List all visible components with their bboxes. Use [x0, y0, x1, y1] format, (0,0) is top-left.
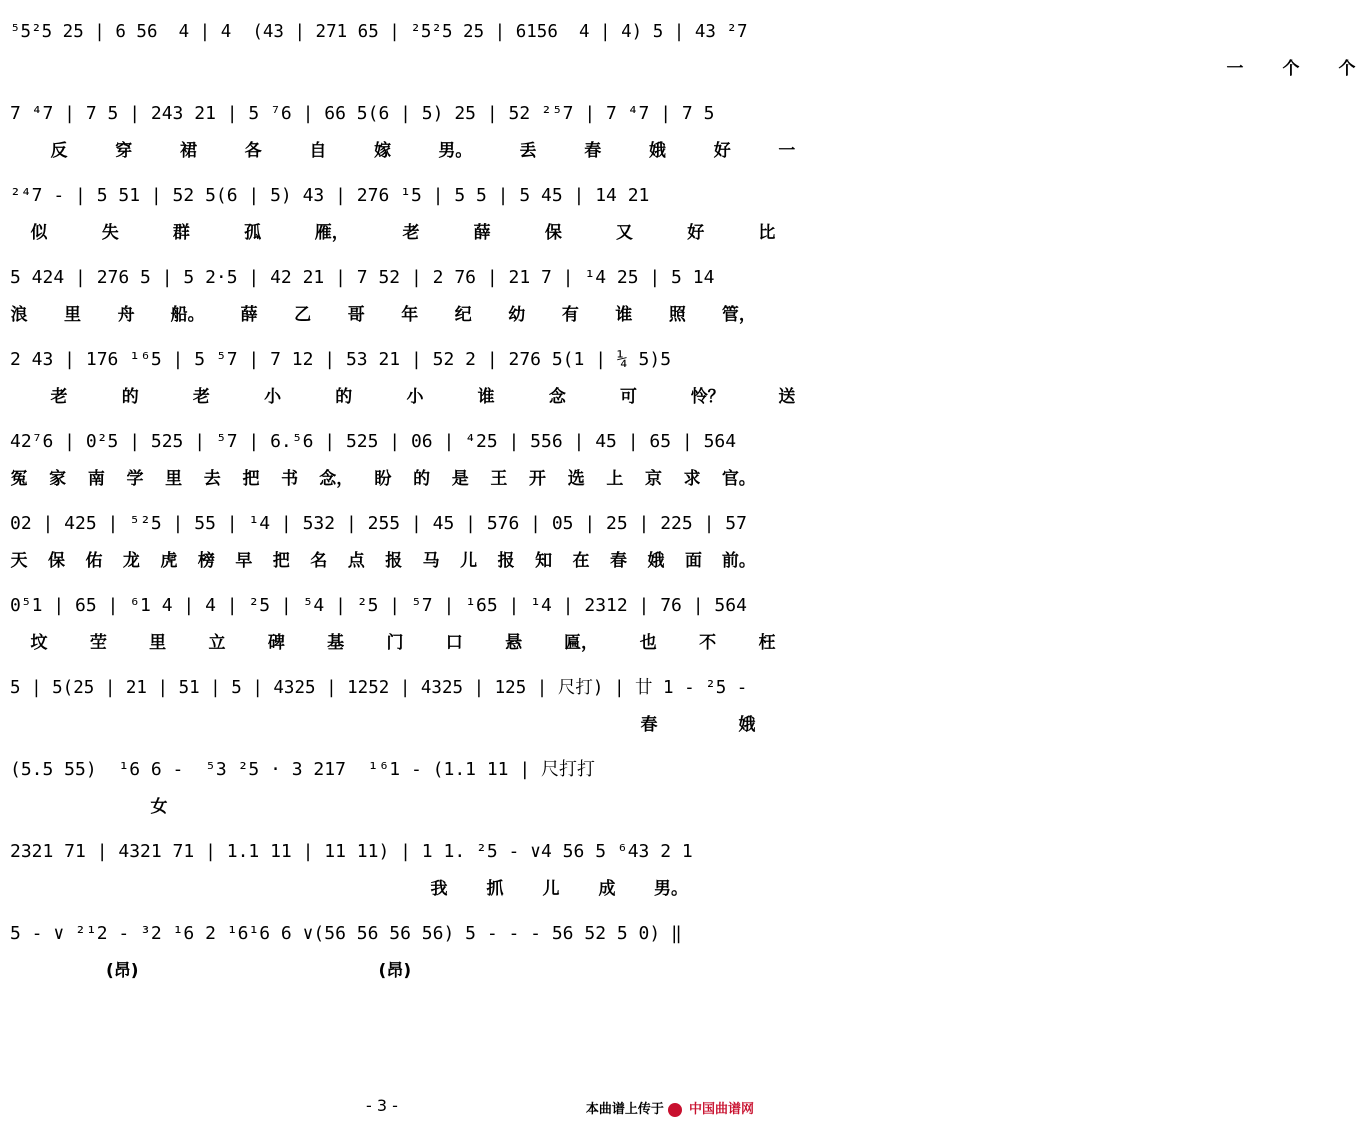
lyric-char: 马	[422, 550, 440, 571]
lyric-char: 保	[544, 222, 562, 243]
lyric-char: 薛	[473, 222, 491, 243]
lyric-char: 也	[639, 632, 657, 653]
notation-line: ²⁴7 - | 5 51 | 52 5(6 | 5) 43 | 276 ¹5 | 5 5 | 5 45 | 14 21	[10, 185, 650, 206]
lyric-char: 又	[616, 222, 633, 243]
lyric-char: 冤	[10, 468, 28, 489]
lyric-char: 知	[535, 550, 553, 571]
lyric-char: 一	[1226, 58, 1244, 79]
lyric-char: 盼	[374, 468, 392, 489]
lyric-line	[10, 544, 760, 572]
lyric-char: 照	[668, 304, 686, 325]
lyric-char: 春	[640, 714, 658, 735]
lyric-line	[10, 872, 1176, 900]
lyric-char: 把	[242, 468, 260, 489]
lyric-char: 前。	[721, 550, 756, 571]
notation-line: 42⁷6 | 0²5 | 525 | ⁵7 | 6.⁵6 | 525 | 06 | ⁴25 | 556 | 45 | 65 | 564	[10, 431, 737, 452]
lyric-char: 怜？	[690, 386, 725, 407]
lyric-line	[10, 790, 896, 818]
notation-line: 2 43 | 176 ¹⁶5 | 5 ⁵7 | 7 12 | 53 21 | 52 2 | 276 5(1 | ¼ 5)5	[10, 349, 672, 370]
notation-line: 0⁵1 | 65 | ⁶1 4 | 4 | ²5 | ⁵4 | ²5 | ⁵7 | ¹65 | ¹4 | 2312 | 76 | 564	[10, 595, 747, 616]
lyric-char: 送	[778, 386, 796, 407]
lyric-char: 船。	[170, 304, 205, 325]
lyric-line	[10, 462, 760, 490]
lyric-char: 王	[490, 468, 508, 489]
lyric-char: 点	[347, 550, 365, 571]
lyric-char: 反	[50, 140, 68, 161]
lyric-char: 舟	[117, 304, 135, 325]
lyric-char: (昂)	[378, 960, 412, 981]
lyric-char: 悬	[505, 632, 523, 653]
lyric-char: 似	[30, 222, 48, 243]
lyric-char: 念	[548, 386, 566, 407]
notation-line: 2321 71 | 4321 71 | 1.1 11 | 11 11) | 1 1. ²5 - ∨4 56 5 ⁶43 2 1	[10, 841, 693, 862]
lyric-char: 乙	[294, 304, 312, 325]
lyric-char: 去	[203, 468, 221, 489]
lyric-char: 一	[778, 140, 796, 161]
lyric-char: 念，	[319, 468, 354, 489]
lyric-char: 娥	[648, 140, 666, 161]
lyric-char: 年	[401, 304, 419, 325]
lyric-char: 好	[687, 222, 705, 243]
lyric-char: 嫁	[374, 140, 392, 161]
lyric-char: 管，	[721, 304, 756, 325]
lyric-char: 哥	[347, 304, 365, 325]
lyric-char: 书	[281, 468, 299, 489]
lyric-char: 女	[150, 796, 168, 817]
lyric-char: 有	[561, 304, 579, 325]
lyric-char: 里	[149, 632, 167, 653]
lyric-char: 天	[10, 550, 28, 571]
lyric-char: 个	[1282, 58, 1300, 79]
lyric-line	[10, 298, 762, 326]
lyric-char: 小	[406, 386, 424, 407]
lyric-line	[10, 216, 786, 244]
notation-line: (5.5 55) ¹6 6 - ⁵3 ²5 · 3 217 ¹⁶1 - (1.1 11 | 尺打打	[10, 759, 596, 780]
lyric-char: 娥	[738, 714, 756, 735]
lyric-char: 不	[699, 632, 717, 653]
lyric-line	[10, 134, 806, 162]
lyric-char: 把	[272, 550, 290, 571]
lyric-char: 立	[208, 632, 226, 653]
source-credit	[586, 1098, 754, 1117]
lyric-char: 薛	[240, 304, 258, 325]
lyric-line	[10, 626, 976, 654]
lyric-char: 个	[1338, 58, 1356, 79]
lyric-char: 榜	[197, 550, 215, 571]
lyric-char: 上	[606, 468, 624, 489]
notation-line: 5 - ∨ ²¹2 - ³2 ¹6 2 ¹6¹6 6 ∨(56 56 56 56) 5 - - - 56 52 5 0) ‖	[10, 923, 682, 944]
lyric-char: 开	[529, 468, 547, 489]
lyric-char: 穿	[115, 140, 133, 161]
page-number: - 3 -	[366, 1096, 398, 1115]
source-prefix: 本曲谱上传于	[585, 1102, 664, 1117]
lyric-char: 小	[264, 386, 282, 407]
lyric-char: 茔	[89, 632, 107, 653]
lyric-char: 家	[49, 468, 67, 489]
lyric-char: 春	[610, 550, 627, 571]
lyric-char: 求	[683, 468, 701, 489]
lyric-char: 基	[327, 632, 345, 653]
lyric-char: 虎	[160, 550, 178, 571]
lyric-char: 南	[87, 468, 105, 489]
lyric-char: 报	[497, 550, 515, 571]
lyric-char: 早	[235, 550, 253, 571]
notation-line: ⁵5²5 25 | 6 56 4 | 4 (43 | 271 65 | ²5²5 25 | 6156 4 | 4) 5 | 43 ²7	[10, 22, 748, 42]
lyric-char: 选	[567, 468, 585, 489]
lyric-char: 孤	[244, 222, 262, 243]
lyric-char: 学	[126, 468, 144, 489]
lyric-line	[10, 52, 1356, 80]
lyric-char: 面	[684, 550, 702, 571]
lyric-char: 儿	[542, 878, 560, 899]
lyric-char: 的	[413, 468, 431, 489]
lyric-char: 里	[64, 304, 82, 325]
notation-line: 5 | 5(25 | 21 | 51 | 5 | 4325 | 1252 | 4325 | 125 | 尺打) | 廿 1 - ²5 -	[10, 678, 748, 698]
lyric-char: 我	[430, 878, 448, 899]
lyric-line	[10, 380, 802, 408]
lyric-char: 老	[402, 222, 420, 243]
lyric-char: 碑	[267, 632, 285, 653]
lyric-char: 保	[47, 550, 65, 571]
lyric-char: 裙	[179, 140, 197, 161]
lyric-char: (昂)	[106, 960, 139, 981]
lyric-char: 各	[244, 140, 262, 161]
lyric-char: 男。	[438, 140, 473, 161]
site-logo-icon	[668, 1103, 682, 1117]
lyric-char: 抓	[486, 878, 504, 899]
lyric-char: 口	[445, 632, 463, 653]
source-site[interactable]: 中国曲谱网	[688, 1102, 754, 1117]
lyric-char: 男。	[654, 878, 688, 899]
lyric-char: 在	[572, 550, 590, 571]
notation-line: 02 | 425 | ⁵²5 | 55 | ¹4 | 532 | 255 | 45 | 576 | 05 | 25 | 225 | 57	[10, 513, 747, 534]
lyric-char: 门	[386, 632, 404, 653]
lyric-char: 儿	[460, 550, 478, 571]
lyric-line	[10, 954, 852, 982]
lyric-char: 的	[335, 386, 353, 407]
lyric-char: 谁	[477, 386, 495, 407]
lyric-char: 春	[584, 140, 602, 161]
lyric-char: 丢	[519, 140, 537, 161]
lyric-char: 娥	[647, 550, 665, 571]
lyric-char: 幼	[508, 304, 526, 325]
lyric-char: 京	[645, 468, 662, 489]
lyric-char: 官。	[721, 468, 756, 489]
lyric-char: 老	[192, 386, 210, 407]
lyric-char: 失	[101, 222, 119, 243]
lyric-char: 龙	[122, 550, 140, 571]
lyric-char: 群	[172, 222, 190, 243]
lyric-char: 自	[309, 140, 327, 161]
lyric-line	[10, 708, 780, 736]
lyric-char: 成	[598, 878, 616, 899]
notation-line: 7 ⁴7 | 7 5 | 243 21 | 5 ⁷6 | 66 5(6 | 5) 25 | 52 ²⁵7 | 7 ⁴7 | 7 5	[10, 103, 715, 124]
lyric-char: 枉	[758, 632, 776, 653]
lyric-char: 匾，	[563, 632, 598, 653]
lyric-char: 可	[620, 386, 637, 407]
lyric-char: 浪	[10, 304, 28, 325]
lyric-char: 纪	[454, 304, 472, 325]
lyric-char: 老	[50, 386, 68, 407]
lyric-char: 里	[165, 468, 183, 489]
notation-line: 5 424 | 276 5 | 5 2·5 | 42 21 | 7 52 | 2 76 | 21 7 | ¹4 25 | 5 14	[10, 267, 715, 288]
lyric-char: 坟	[30, 632, 48, 653]
lyric-char: 雁，	[314, 222, 349, 243]
lyric-char: 比	[758, 222, 776, 243]
lyric-char: 是	[451, 468, 469, 489]
lyric-char: 报	[385, 550, 403, 571]
lyric-char: 名	[310, 550, 328, 571]
lyric-char: 好	[713, 140, 731, 161]
lyric-char: 谁	[615, 304, 633, 325]
lyric-char: 的	[121, 386, 139, 407]
lyric-char: 佑	[85, 550, 103, 571]
